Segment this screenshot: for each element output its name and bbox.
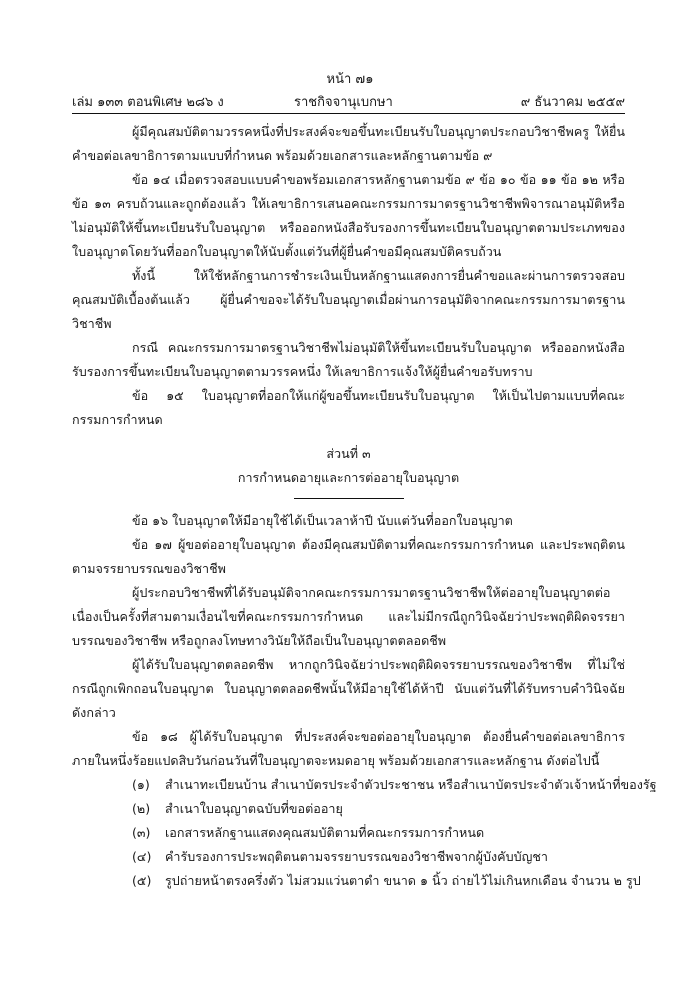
- clause-15: ข้อ ๑๕ ใบอนุญาตที่ออกให้แก่ผู้ขอขึ้นทะเบียนรับใบอนุญาต ให้เป็นไปตามแบบที่คณะกรรมการกำหนด: [72, 388, 625, 427]
- clause-14-paragraph-3: กรณี คณะกรรมการมาตรฐานวิชาชีพไม่อนุมัติให้ขึ้นทะเบียนรับใบอนุญาต หรือออกหนังสือรับรองการขึ้นทะเบียนใบอนุญาตตามวรรคหนึ่ง ให้เลขาธิการแจ้งให้ผู้ยื่นคำขอรับทราบ: [72, 340, 625, 379]
- list-item: [72, 821, 625, 845]
- clause-18: ข้อ ๑๘ ผู้ได้รับใบอนุญาต ที่ประสงค์จะขอต่ออายุใบอนุญาต ต้องยื่นคำขอต่อเลขาธิการภายในหนึ่งร้อยแปดสิบวันก่อนวันที่ใบอนุญาตจะหมดอายุ พร้อมด้วยเอกสารและหลักฐาน ดังต่อไปนี้: [72, 729, 625, 768]
- item-number: (๑): [132, 777, 150, 792]
- page-header: [72, 91, 625, 111]
- document-body: [72, 120, 657, 893]
- clause-17-paragraph-2: ผู้ประกอบวิชาชีพที่ได้รับอนุมัติจากคณะกรรมการมาตรฐานวิชาชีพให้ต่ออายุใบอนุญาตต่อเนื่องเป็นครั้งที่สามตามเงื่อนไขที่คณะกรรมการกำหนด และไม่มีกรณีถูกวินิจฉัยว่าประพฤติผิดจรรยาบรรณของวิชาชีพ หรือถูกลงโทษทางวินัยให้ถือเป็นใบอนุญาตตลอดชีพ: [72, 585, 625, 648]
- clause-17-paragraph-3: ผู้ได้รับใบอนุญาตตลอดชีพ หากถูกวินิจฉัยว่าประพฤติผิดจรรยาบรรณของวิชาชีพ ที่ไม่ใช่กรณีถูกเพิกถอนใบอนุญาต ใบอนุญาตตลอดชีพนั้นให้มีอายุใช้ได้ห้าปี นับแต่วันที่ได้รับทราบคำวินิจฉัยดังกล่าว: [72, 657, 625, 720]
- list-item: [72, 773, 657, 797]
- publication-date: ๙ ธันวาคม ๒๕๕๙: [520, 95, 625, 110]
- clause-14-paragraph-2: ทั้งนี้ ให้ใช้หลักฐานการชำระเงินเป็นหลักฐานแสดงการยื่นคำขอและผ่านการตรวจสอบคุณสมบัติเบื้องต้นแล้ว ผู้ยื่นคำขอจะได้รับใบอนุญาตเมื่อผ่านการอนุมัติจากคณะกรรมการมาตรฐานวิชาชีพ: [72, 268, 625, 331]
- list-item: [72, 869, 641, 893]
- item-number: (๓): [132, 825, 151, 840]
- list-item: [72, 797, 625, 821]
- clause-14: ข้อ ๑๔ เมื่อตรวจสอบแบบคำขอพร้อมเอกสารหลักฐานตามข้อ ๙ ข้อ ๑๐ ข้อ ๑๑ ข้อ ๑๒ หรือข้อ ๑๓ ครบถ้วนและถูกต้องแล้ว ให้เลขาธิการเสนอคณะกรรมการมาตรฐานวิชาชีพพิจารณาอนุมัติหรือไม่อนุมัติให้ขึ้นทะเบียนรับใบอนุญาต หรือออกหนังสือรับรองการขึ้นทะเบียนใบอนุญาตตามประเภทของใบอนุญาตโดยวันที่ออกใบอนุญาตให้นับตั้งแต่วันที่ผู้ยื่นคำขอมีคุณสมบัติครบถ้วน: [72, 172, 625, 259]
- list-item: [72, 845, 625, 869]
- item-text: สำเนาใบอนุญาตฉบับที่ขอต่ออายุ: [165, 801, 343, 816]
- volume-issue: เล่ม ๑๓๓ ตอนพิเศษ ๒๘๖ ง: [72, 95, 224, 110]
- item-text: สำเนาทะเบียนบ้าน สำเนาบัตรประจำตัวประชาชน หรือสำเนาบัตรประจำตัวเจ้าหน้าที่ของรัฐ: [165, 777, 657, 792]
- header-divider: [72, 113, 625, 114]
- item-number: (๔): [132, 849, 152, 864]
- section-divider: [294, 498, 404, 499]
- section-title: การกำหนดอายุและการต่ออายุใบอนุญาต: [237, 470, 460, 485]
- item-text: รูปถ่ายหน้าตรงครึ่งตัว ไม่สวมแว่นตาดำ ขนาด ๑ นิ้ว ถ่ายไว้ไม่เกินหกเดือน จำนวน ๒ รูป: [165, 873, 641, 888]
- page-number: หน้า ๗๑: [326, 72, 374, 87]
- item-text: คำรับรองการประพฤติตนตามจรรยาบรรณของวิชาชีพจากผู้บังคับบัญชา: [165, 849, 548, 864]
- item-number: (๒): [132, 801, 151, 816]
- paragraph-application: ผู้มีคุณสมบัติตามวรรคหนึ่งที่ประสงค์จะขอขึ้นทะเบียนรับใบอนุญาตประกอบวิชาชีพครู ให้ยื่นคำขอต่อเลขาธิการตามแบบที่กำหนด พร้อมด้วยเอกสารและหลักฐานตามข้อ ๙: [72, 124, 625, 163]
- item-number: (๕): [132, 873, 152, 888]
- gazette-name: ราชกิจจานุเบกษา: [294, 95, 393, 110]
- section-number: ส่วนที่ ๓: [326, 446, 371, 461]
- clause-17: ข้อ ๑๗ ผู้ขอต่ออายุใบอนุญาต ต้องมีคุณสมบัติตามที่คณะกรรมการกำหนด และประพฤติตนตามจรรยาบรรณของวิชาชีพ: [72, 537, 625, 576]
- clause-16: ข้อ ๑๖ ใบอนุญาตให้มีอายุใช้ได้เป็นเวลาห้าปี นับแต่วันที่ออกใบอนุญาต: [132, 513, 513, 528]
- item-text: เอกสารหลักฐานแสดงคุณสมบัติตามที่คณะกรรมการกำหนด: [165, 825, 485, 840]
